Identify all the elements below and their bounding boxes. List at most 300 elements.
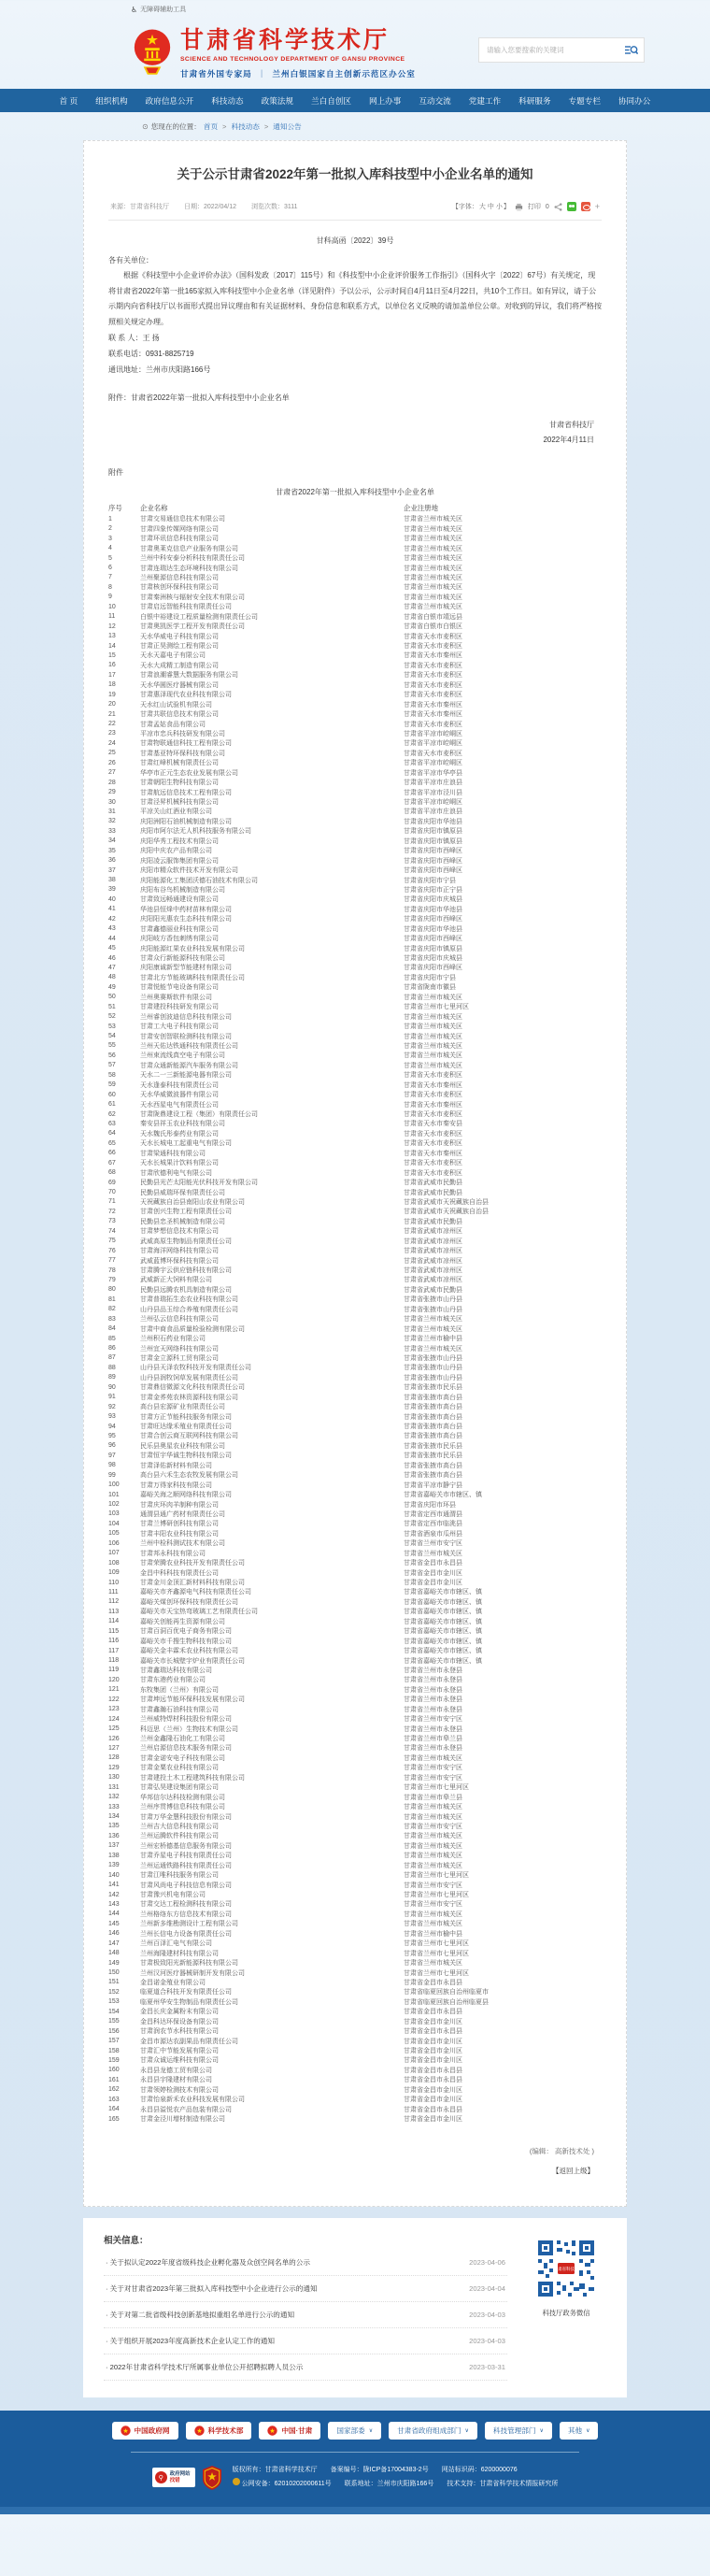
table-cell: 114: [108, 1618, 120, 1625]
qr-caption: 科技厅政务微信: [542, 2309, 590, 2318]
table-row: [108, 1666, 602, 1675]
site-header: [0, 0, 710, 89]
related-item[interactable]: [104, 2302, 507, 2328]
table-cell: 22: [108, 721, 116, 728]
footer-links: [0, 2422, 710, 2440]
table-cell: 武威高原生物制品有限责任公司: [140, 1238, 232, 1245]
table-cell: 51: [108, 1003, 116, 1010]
table-row: [108, 1811, 602, 1821]
table-cell: 甘肃省庆阳市宁县: [404, 877, 456, 884]
table-cell: 民勤县威瑞环保有限责任公司: [140, 1189, 225, 1196]
table-row: [108, 1655, 602, 1665]
breadcrumb-label: 您现在的位置：: [150, 122, 201, 131]
table-row: [108, 1753, 602, 1763]
table-cell: 66: [108, 1150, 116, 1157]
table-cell: 华亭市正元生态农业发展有限公司: [140, 769, 238, 777]
more-share-icon[interactable]: +: [594, 202, 600, 211]
table-cell: 153: [108, 1998, 120, 2006]
table-row: [108, 1910, 602, 1919]
font-medium-button[interactable]: 中: [487, 204, 494, 210]
table-row: [108, 1002, 602, 1011]
table-cell: 甘肃孟姑食品有限公司: [140, 721, 206, 728]
table-cell: 83: [108, 1315, 116, 1323]
table-cell: 庆阳岐方香包刺绣有限公司: [140, 936, 219, 943]
table-cell: 59: [108, 1081, 116, 1089]
attachment-link[interactable]: 附件：甘肃省2022年第一批拟入库科技型中小企业名单: [108, 393, 290, 402]
table-row: [108, 1158, 602, 1167]
article-title: 关于公示甘肃省2022年第一批拟入库科技型中小企业名单的通知: [177, 167, 533, 181]
table-cell: 甘肃万得家科技有限公司: [140, 1481, 212, 1489]
search-input[interactable]: [479, 46, 619, 54]
table-cell: 甘肃省天水市麦积区: [404, 750, 462, 757]
chevron-down-icon: ∨: [368, 2428, 374, 2435]
table-row: [108, 1802, 602, 1811]
table-cell: 49: [108, 983, 116, 991]
table-cell: 甘肃省兰州市城关区: [404, 1804, 462, 1811]
copyright: 版权所有：甘肃省科学技术厅: [232, 2467, 318, 2474]
table-row: [108, 1636, 602, 1645]
site-error-badge[interactable]: [152, 2468, 195, 2487]
table-cell: 兰州天佑达铁通科技有限责任公司: [140, 1042, 238, 1050]
table-row: [108, 1899, 602, 1909]
table-cell: 甘肃泾昇机械科技有限公司: [140, 799, 219, 807]
related-item[interactable]: [104, 2276, 507, 2302]
company-table-body: [108, 514, 602, 2124]
table-cell: 甘肃省张掖市山丹县: [404, 1374, 462, 1381]
table-cell: 甘肃省兰州市永登县: [404, 1706, 462, 1713]
table-cell: 甘肃省平凉市静宁县: [404, 1481, 462, 1489]
table-cell: 甘肃省武威市凉州区: [404, 1277, 462, 1284]
table-cell: 147: [108, 1939, 120, 1947]
nav-item[interactable]: 首 页: [59, 95, 78, 106]
table-cell: 甘肃省金昌市金川区: [404, 2018, 462, 2025]
table-cell: 甘肃省金昌市金川区: [404, 2097, 462, 2104]
footer-dropdown[interactable]: 其他 ∨: [560, 2422, 599, 2440]
table-row: [108, 1178, 602, 1187]
table-row: [108, 1607, 602, 1616]
table-cell: 8: [108, 583, 112, 591]
table-cell: 甘肃省兰州市城关区: [404, 1813, 462, 1821]
table-cell: 139: [108, 1862, 120, 1869]
table-row: [108, 943, 602, 952]
table-cell: 甘肃百洞百优电子商务有限公司: [140, 1628, 232, 1636]
table-cell: 甘肃省武威市天祝藏族自治县: [404, 1209, 489, 1216]
nav-item[interactable]: 政府信息公开: [145, 95, 194, 106]
table-cell: 76: [108, 1247, 116, 1254]
table-cell: 甘肃海洋网络科技有限公司: [140, 1248, 219, 1255]
table-cell: 甘肃鑫瑞达科技有限公司: [140, 1667, 212, 1674]
nav-item[interactable]: 兰白自创区: [311, 95, 351, 106]
search-button[interactable]: [619, 38, 644, 62]
table-cell: 甘肃红峰机械有限责任公司: [140, 760, 219, 767]
table-cell: 甘肃省金昌市金川区: [404, 2116, 462, 2124]
table-cell: 132: [108, 1794, 120, 1801]
svg-text:★: ★: [195, 2428, 203, 2436]
table-row: [108, 1929, 602, 1939]
table-cell: 甘肃中商食品质量检验检测有限公司: [140, 1325, 245, 1333]
table-cell: 94: [108, 1423, 116, 1430]
table-cell: 19: [108, 691, 116, 698]
contact-address-footer: 联系地址：兰州市庆阳路166号: [344, 2480, 434, 2487]
nav-item[interactable]: 协同办公: [618, 95, 651, 106]
table-cell: 甘肃省兰州市城关区: [404, 565, 462, 572]
table-cell: 123: [108, 1706, 120, 1713]
table-row: [108, 1187, 602, 1196]
table-cell: 130: [108, 1774, 120, 1782]
table-cell: 甘肃省兰州市城关区: [404, 1550, 462, 1557]
table-cell: 甘肃省庆阳市华池县: [404, 906, 462, 913]
table-cell: 甘肃鑫德丽业科技有限公司: [140, 925, 219, 933]
table-row: [108, 1851, 602, 1860]
table-cell: 甘肃鑫瀚石油科技有限公司: [140, 1706, 219, 1713]
table-cell: 15: [108, 651, 116, 659]
table-cell: 63: [108, 1120, 116, 1127]
table-cell: 甘肃省兰州市城关区: [404, 994, 462, 1001]
table-cell: 甘肃省天水市麦积区: [404, 692, 462, 699]
table-cell: 73: [108, 1218, 116, 1225]
table-cell: 69: [108, 1179, 116, 1186]
table-cell: 甘肃省张掖市山丹县: [404, 1365, 462, 1372]
table-cell: 150: [108, 1969, 120, 1977]
weibo-share-icon[interactable]: [581, 202, 590, 211]
table-cell: 71: [108, 1198, 116, 1206]
table-cell: 甘肃省金昌市永昌县: [404, 2077, 462, 2084]
table-row: [108, 1167, 602, 1177]
table-cell: 兰州新多维勘测设计工程有限公司: [140, 1921, 238, 1928]
table-cell: 东牧集团（兰州）有限公司: [140, 1686, 219, 1694]
table-row: [108, 543, 602, 552]
table-cell: 甘肃省嘉峪关市市辖区、镇: [404, 1638, 482, 1645]
search-box: [478, 37, 645, 63]
table-cell: 甘肃启远智能科技有限责任公司: [140, 604, 232, 611]
meta-date: 日期：2022/04/12: [183, 204, 236, 210]
accessibility-tool[interactable]: [131, 5, 186, 14]
table-row: [108, 2095, 602, 2104]
table-cell: 34: [108, 837, 116, 845]
breadcrumb-keji[interactable]: 科技动态: [231, 122, 260, 131]
footer-site-link[interactable]: ★ 科学技术部: [186, 2422, 252, 2440]
table-cell: 1: [108, 515, 112, 522]
table-cell: 26: [108, 759, 116, 766]
nav-item[interactable]: 网上办事: [368, 95, 402, 106]
table-row: [108, 1343, 602, 1352]
table-cell: 甘肃省兰州市安宁区: [404, 1716, 462, 1724]
breadcrumb-separator: >: [263, 122, 269, 131]
table-cell: 甘肃省临夏回族自治州临夏县: [404, 1998, 489, 2006]
back-link[interactable]: 【返回上级】: [552, 2167, 594, 2176]
related-item-title: · 关于拟认定2022年度省级科技企业孵化器及众创空间名单的公示: [106, 2258, 310, 2268]
table-cell: 甘肃省平凉市崆峒区: [404, 740, 462, 748]
table-cell: 58: [108, 1071, 116, 1079]
table-cell: 兰州启源信息技术服务有限公司: [140, 1745, 232, 1753]
table-row: [108, 923, 602, 933]
table-cell: 56: [108, 1052, 116, 1059]
table-cell: 甘肃省庆阳市镇原县: [404, 828, 462, 836]
table-cell: 82: [108, 1306, 116, 1313]
table-row: [108, 1441, 602, 1451]
table-row: [108, 875, 602, 884]
table-cell: 甘肃秦洲核与辐射安全技术有限公司: [140, 594, 245, 601]
table-cell: 54: [108, 1033, 116, 1040]
table-row: [108, 1822, 602, 1831]
table-cell: 甘肃省张掖市高台县: [404, 1462, 462, 1469]
table-cell: 37: [108, 866, 116, 874]
main-nav: [0, 89, 710, 112]
table-cell: 兰州宏桥德基信息服务有限公司: [140, 1842, 232, 1850]
table-cell: 甘肃陇鼎建设工程（集团）有限责任公司: [140, 1111, 258, 1119]
contact-name: 联 系 人：王 扬: [108, 333, 160, 342]
table-cell: 甘肃省武威市民勤县: [404, 1286, 462, 1294]
qr-block: [526, 2233, 606, 2381]
table-cell: 甘肃怡泉新禾农业科技发展有限公司: [140, 2097, 245, 2104]
table-row: [108, 817, 602, 826]
footer-strip: [0, 2507, 710, 2514]
table-cell: 106: [108, 1539, 120, 1547]
table-cell: 113: [108, 1608, 120, 1615]
meta-views: 浏览次数：3111: [250, 204, 298, 210]
table-row: [108, 758, 602, 767]
table-cell: 兰州弘云信息科技有限公司: [140, 1316, 219, 1324]
table-cell: 甘肃省兰州市城关区: [404, 594, 462, 601]
table-cell: 甘肃省兰州市城关区: [404, 525, 462, 533]
table-cell: 民勤县忠圣机械制造有限公司: [140, 1218, 225, 1225]
table-cell: 甘肃金荞苑农林资源科技有限公司: [140, 1394, 238, 1401]
table-row: [108, 2104, 602, 2113]
related-item-date: 2023-04-04: [469, 2284, 505, 2294]
table-cell: 46: [108, 954, 116, 962]
col-location: 企业注册地: [404, 504, 438, 513]
table-row: [108, 1626, 602, 1636]
table-cell: 96: [108, 1442, 116, 1450]
print-button[interactable]: 打印: [527, 204, 541, 210]
table-cell: 甘肃省兰州市榆中县: [404, 1930, 462, 1938]
table-cell: 甘肃省天水市秦州区: [404, 1101, 462, 1109]
table-cell: 兰州长信电力设备有限责任公司: [140, 1930, 232, 1938]
breadcrumb-home[interactable]: 首页: [203, 122, 219, 131]
location-icon: ⊙: [142, 122, 149, 131]
table-cell: 甘肃省定西市临洮县: [404, 1521, 462, 1528]
table-cell: 甘肃正昊测绘工程有限公司: [140, 643, 219, 651]
font-large-button[interactable]: 大: [478, 204, 486, 210]
table-cell: 118: [108, 1657, 120, 1665]
table-cell: 甘肃省庆阳市西峰区: [404, 916, 462, 923]
table-row: [108, 1997, 602, 2007]
table-cell: 金昌长庆金属粉末有限公司: [140, 2009, 219, 2016]
table-cell: 102: [108, 1501, 120, 1509]
table-row: [108, 1149, 602, 1158]
table-cell: 甘肃腾宇云供应链科技有限公司: [140, 1267, 232, 1275]
table-cell: 24: [108, 739, 116, 747]
site-footer: [0, 2411, 710, 2513]
table-cell: 136: [108, 1832, 120, 1839]
table-cell: 32: [108, 818, 116, 825]
related-item-title: · 关于对甘肃省2023年第三批拟入库科技型中小企业进行公示的通知: [106, 2284, 318, 2294]
table-cell: 甘肃省兰州市城关区: [404, 1842, 462, 1850]
font-small-button[interactable]: 小: [495, 204, 503, 210]
table-cell: 甘肃省武威市凉州区: [404, 1257, 462, 1265]
table-cell: 甘肃省兰州市皋兰县: [404, 1736, 462, 1743]
nav-item[interactable]: 党建工作: [468, 95, 502, 106]
table-cell: 甘肃省天水市麦积区: [404, 633, 462, 640]
table-cell: 甘肃悦能节电设备有限公司: [140, 984, 219, 992]
table-row: [108, 1538, 602, 1548]
wechat-share-icon[interactable]: [567, 202, 576, 211]
article-card: [83, 140, 627, 2207]
document-number: 甘科高函〔2022〕39号: [316, 236, 394, 245]
table-cell: 108: [108, 1559, 120, 1567]
table-cell: 天水西星电气有限责任公司: [140, 1101, 219, 1109]
security-shield-badge[interactable]: [203, 2466, 221, 2490]
table-cell: 甘肃省兰州市城关区: [404, 1911, 462, 1918]
nav-item[interactable]: 组织机构: [95, 95, 128, 106]
table-cell: 甘肃省兰州市七里河区: [404, 1872, 469, 1880]
table-cell: 甘肃风尚电子科技信息有限公司: [140, 1882, 232, 1889]
table-row: [108, 2007, 602, 2016]
table-row: [108, 631, 602, 640]
table-cell: 甘肃省兰州市城关区: [404, 1833, 462, 1840]
table-cell: 兰州中检科测试技术有限公司: [140, 1540, 225, 1548]
emblem-icon: [267, 2426, 277, 2436]
table-cell: 55: [108, 1042, 116, 1050]
footer-dropdown[interactable]: 国家部委 ∨: [328, 2422, 381, 2440]
table-cell: 10: [108, 603, 116, 610]
signer: 甘肃省科技厅: [549, 420, 594, 429]
table-cell: 甘肃省平凉市庄浪县: [404, 780, 462, 787]
nav-item[interactable]: 政策法规: [261, 95, 293, 106]
editor-note: (编辑： 高新技术处 ): [529, 2147, 594, 2156]
related-item[interactable]: [104, 2250, 507, 2276]
table-cell: 永昌县溢悦农产品包装有限公司: [140, 2106, 232, 2113]
table-cell: 156: [108, 2027, 120, 2035]
table-cell: 临夏州华安生物制品有限责任公司: [140, 1998, 238, 2006]
table-row: [108, 2055, 602, 2065]
table-cell: 甘肃东港药业有限公司: [140, 1677, 206, 1684]
table-row: [108, 1109, 602, 1119]
table-cell: 甘肃省兰州市城关区: [404, 516, 462, 523]
table-cell: 134: [108, 1813, 120, 1821]
share-count: 0: [545, 203, 549, 210]
table-cell: 6: [108, 565, 112, 572]
table-row: [108, 1022, 602, 1031]
table-cell: 甘肃基亚特环保科技有限公司: [140, 750, 225, 757]
printer-icon[interactable]: [515, 203, 523, 211]
table-cell: 甘肃省张掖市民乐县: [404, 1442, 462, 1450]
table-row: [108, 1510, 602, 1519]
table-cell: 天水魏氏彤泰药业有限公司: [140, 1130, 219, 1138]
table-cell: 142: [108, 1891, 120, 1898]
footer-dropdown[interactable]: 科技管理部门 ∨: [485, 2422, 552, 2440]
table-row: [108, 1617, 602, 1626]
table-row: [108, 1782, 602, 1792]
sub-org-2: 兰州白银国家自主创新示范区办公室: [272, 68, 416, 79]
table-cell: 159: [108, 2056, 120, 2064]
table-cell: 48: [108, 974, 116, 981]
table-cell: 甘肃省天水市秦州区: [404, 652, 462, 660]
table-cell: 甘肃省酒泉市瓜州县: [404, 1530, 462, 1538]
table-cell: 甘肃省庆阳市西峰区: [404, 867, 462, 875]
table-cell: 科迈思（兰州）生物技术有限公司: [140, 1725, 238, 1733]
table-cell: 秦安县祥玉农业科技有限公司: [140, 1121, 225, 1128]
share-icon[interactable]: [554, 203, 562, 211]
security-number: 公网安备：62010202000611号: [241, 2480, 332, 2487]
table-row: [108, 670, 602, 680]
table-cell: 庆阳布谷鸟机械制造有限公司: [140, 886, 225, 894]
related-title: 相关信息：: [104, 2236, 149, 2247]
table-cell: 甘肃省天水市麦积区: [404, 1072, 462, 1080]
national-emblem-logo: [133, 28, 172, 82]
table-row: [108, 1138, 602, 1148]
table-cell: 甘肃省张掖市高台县: [404, 1394, 462, 1401]
table-cell: 53: [108, 1023, 116, 1030]
table-row: [108, 1451, 602, 1460]
table-cell: 甘肃省天水市秦州区: [404, 701, 462, 708]
table-cell: 45: [108, 945, 116, 952]
table-cell: 甘肃省兰州市城关区: [404, 536, 462, 543]
footer-site-link[interactable]: ★ 中国政府网: [112, 2422, 178, 2440]
table-cell: 甘肃物联通信科技工程有限公司: [140, 740, 232, 748]
breadcrumb-notice[interactable]: 通知公告: [273, 122, 302, 131]
nav-item[interactable]: 互动交流: [419, 95, 451, 106]
table-cell: 甘肃省庆阳市西峰区: [404, 936, 462, 943]
table-row: [108, 1587, 602, 1596]
table-cell: 43: [108, 925, 116, 933]
footer-dropdown[interactable]: 甘肃省政府组成部门 ∨: [389, 2422, 477, 2440]
table-cell: 甘肃坤远节能环保科技发展有限公司: [140, 1696, 245, 1704]
table-cell: 甘肃金诺安电子科技有限公司: [140, 1754, 225, 1762]
table-cell: 甘肃省兰州市安宁区: [404, 1774, 462, 1782]
table-cell: 11: [108, 613, 116, 621]
table-row: [108, 866, 602, 875]
table-cell: 甘肃鼎信微源文化科技有限责任公司: [140, 1384, 245, 1392]
table-cell: 天水华圆医疗器械有限公司: [140, 681, 219, 689]
table-row: [108, 1724, 602, 1733]
table-row: [108, 680, 602, 690]
table-cell: 甘肃省兰州市七里河区: [404, 1004, 469, 1011]
table-cell: 甘肃省金昌市永昌县: [404, 1560, 462, 1567]
table-cell: 永昌县龙德工贸有限公司: [140, 2067, 212, 2074]
table-cell: 125: [108, 1725, 120, 1733]
table-cell: 甘肃江唯科技服务有限公司: [140, 1872, 219, 1880]
table-row: [108, 953, 602, 963]
table-row: [108, 2066, 602, 2075]
nav-item[interactable]: 专题专栏: [568, 95, 601, 106]
nav-item[interactable]: 科研服务: [518, 95, 551, 106]
table-row: [108, 778, 602, 787]
table-cell: 甘肃省天水市麦积区: [404, 662, 462, 669]
breadcrumb-separator: >: [222, 122, 227, 131]
table-cell: 民乐县奥星农业科技有限公司: [140, 1442, 225, 1450]
table-cell: 甘肃省兰州市皋兰县: [404, 1794, 462, 1801]
nav-item[interactable]: 科技动态: [211, 95, 244, 106]
table-cell: 甘肃众诚运维科技有限公司: [140, 2057, 219, 2065]
table-row: [108, 622, 602, 631]
table-cell: 甘肃省嘉峪关市市辖区、镇: [404, 1657, 482, 1665]
contact-address: 通讯地址：兰州市庆阳路166号: [108, 365, 211, 375]
table-cell: 2: [108, 525, 112, 533]
table-row: [108, 1197, 602, 1207]
related-item[interactable]: [104, 2354, 507, 2381]
table-cell: 嘉峪关市长城壁宇炉业有限责任公司: [140, 1657, 245, 1665]
table-row: [108, 611, 602, 621]
related-item[interactable]: [104, 2328, 507, 2354]
table-cell: 甘肃省兰州市城关区: [404, 1052, 462, 1060]
table-row: [108, 1041, 602, 1051]
footer-site-link[interactable]: ★ 中国·甘肃: [259, 2422, 320, 2440]
table-row: [108, 1061, 602, 1070]
table-cell: 天水长城果汁饮料有限公司: [140, 1160, 219, 1167]
table-cell: 甘肃极致阳光新能源科技有限公司: [140, 1960, 238, 1968]
table-row: [108, 2026, 602, 2036]
